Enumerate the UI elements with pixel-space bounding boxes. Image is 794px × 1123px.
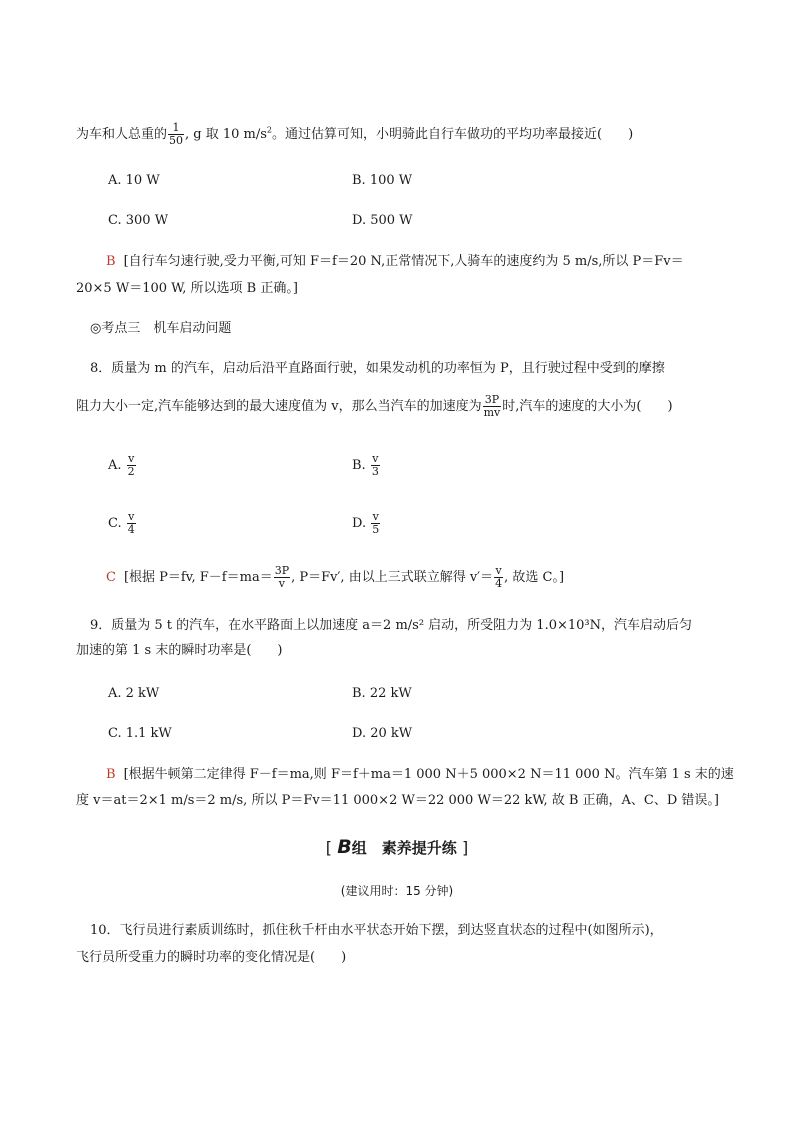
q8-option-a[interactable] (108, 453, 137, 478)
q8-option-a-label: A. (108, 458, 122, 473)
q8-explanation-text-b: , P＝Fv′, 由以上三式联立解得 v′＝ (291, 570, 494, 585)
q9-stem-line1: 9．质量为 5 t 的汽车，在水平路面上以加速度 a＝2 m/s² 启动，所受阻力为 1.0×10³N，汽车启动后匀 (90, 618, 692, 633)
q7-explanation-line2: 20×5 W＝100 W, 所以选项 B 正确。] (76, 281, 298, 296)
q8-explanation (106, 565, 564, 590)
group-b-bracket-left: [ (325, 838, 333, 857)
q9-explanation-text1: [根据牛顿第二定律得 F－f＝ma,则 F＝f＋ma＝1 000 N＋5 000×2 N＝11 000 N。汽车第 1 s 末的速 (123, 767, 734, 782)
suggested-time: (建议用时：15 分钟) (340, 884, 454, 898)
q8-option-c[interactable] (108, 511, 137, 536)
q8-option-d-label: D. (352, 516, 367, 531)
group-b-heading (0, 836, 794, 858)
q8-stem-text-a: 阻力大小一定,汽车能够达到的最大速度值为 v，那么当汽车的加速度为 (76, 399, 482, 414)
q8-option-b-num: v (372, 452, 379, 465)
q9-explanation-line2: 度 v＝at＝2×1 m/s＝2 m/s, 所以 P＝Fv＝11 000×2 W＝22 000 W＝22 kW, 故 B 正确，A、C、D 错误。] (76, 793, 719, 808)
q7-frac-den: 50 (169, 134, 184, 147)
q7-explanation-line1 (106, 253, 684, 271)
q9-option-a[interactable]: A. 2 kW (108, 686, 160, 701)
q8-stem-line1: 8．质量为 m 的汽车，启动后沿平直路面行驶，如果发动机的功率恒为 P，且行驶过程中受到的摩擦 (90, 361, 665, 376)
group-b-title: 组 素养提升练 (351, 839, 457, 857)
q8-explanation-fraction1 (274, 565, 290, 590)
q8-stem-text-b: 时,汽车的速度的大小为( ) (502, 399, 673, 414)
q8-stem-line2 (76, 394, 673, 419)
q10-stem-line1: 10．飞行员进行素质训练时，抓住秋千杆由水平状态开始下摆，到达竖直状态的过程中(如图所示)， (90, 923, 663, 938)
q7-stem-sup: 2 (266, 125, 273, 135)
q7-stem-text-a: 为车和人总重的 (76, 127, 168, 142)
q8-explanation-text-a: [根据 P＝fv, F－f＝ma＝ (123, 570, 273, 585)
q8-option-b[interactable] (352, 453, 381, 478)
q9-option-b[interactable]: B. 22 kW (352, 686, 412, 701)
q7-option-b[interactable]: B. 100 W (352, 173, 413, 188)
q8-explanation-text-c: , 故选 C。] (504, 570, 565, 585)
q8-option-b-den: 3 (371, 465, 379, 478)
q8-answer: C (106, 570, 116, 585)
q8-option-a-num: v (128, 452, 135, 465)
q7-fraction (168, 122, 184, 147)
q8-option-c-num: v (128, 510, 135, 523)
q10-stem-line2: 飞行员所受重力的瞬时功率的变化情况是( ) (76, 950, 347, 965)
q8-option-c-label: C. (108, 516, 122, 531)
q7-answer: B (106, 254, 116, 269)
q7-explanation-text1: [自行车匀速行驶,受力平衡,可知 F＝f＝20 N,正常情况下,人骑车的速度约为 5 m/s,所以 P＝Fv＝ (123, 254, 684, 269)
q7-stem-text-b: , g 取 10 m/s (185, 127, 267, 142)
q7-frac-num: 1 (168, 122, 184, 135)
q8-option-a-den: 2 (127, 465, 135, 478)
q8-option-a-fraction (127, 453, 136, 478)
section-heading: ◎考点三 机车启动问题 (90, 321, 232, 336)
q9-answer: B (106, 767, 116, 782)
q8-frac-den: mv (483, 406, 501, 419)
q9-option-c[interactable]: C. 1.1 kW (108, 726, 172, 741)
q9-stem-line2: 加速的第 1 s 末的瞬时功率是( ) (76, 643, 283, 658)
q8-expl-frac2-num: v (495, 564, 502, 577)
q9-explanation-line1 (106, 766, 734, 784)
q8-expl-frac2-den: 4 (495, 577, 503, 590)
group-b-bracket-right: ] (461, 838, 469, 857)
q9-option-d[interactable]: D. 20 kW (352, 726, 413, 741)
q7-option-c[interactable]: C. 300 W (108, 213, 169, 228)
q7-option-a[interactable]: A. 10 W (108, 173, 160, 188)
q8-option-d-num: v (372, 510, 379, 523)
q8-option-d[interactable] (352, 511, 381, 536)
q8-option-c-fraction (127, 511, 136, 536)
q7-stem-text-c: 。通过估算可知，小明骑此自行车做功的平均功率最接近( ) (272, 127, 634, 142)
group-b-letter: B (337, 836, 352, 858)
q8-fraction (483, 394, 502, 419)
q8-option-b-label: B. (352, 458, 366, 473)
q8-expl-frac1-num: 3P (274, 564, 290, 577)
q7-option-d[interactable]: D. 500 W (352, 213, 413, 228)
q8-option-d-fraction (371, 511, 380, 536)
q7-stem-line (76, 122, 633, 147)
q8-frac-num: 3P (483, 394, 502, 407)
q8-option-d-den: 5 (372, 523, 380, 536)
q8-option-c-den: 4 (127, 523, 135, 536)
q8-explanation-fraction2 (494, 565, 503, 590)
q8-expl-frac1-den: v (278, 577, 286, 590)
q8-option-b-fraction (371, 453, 380, 478)
